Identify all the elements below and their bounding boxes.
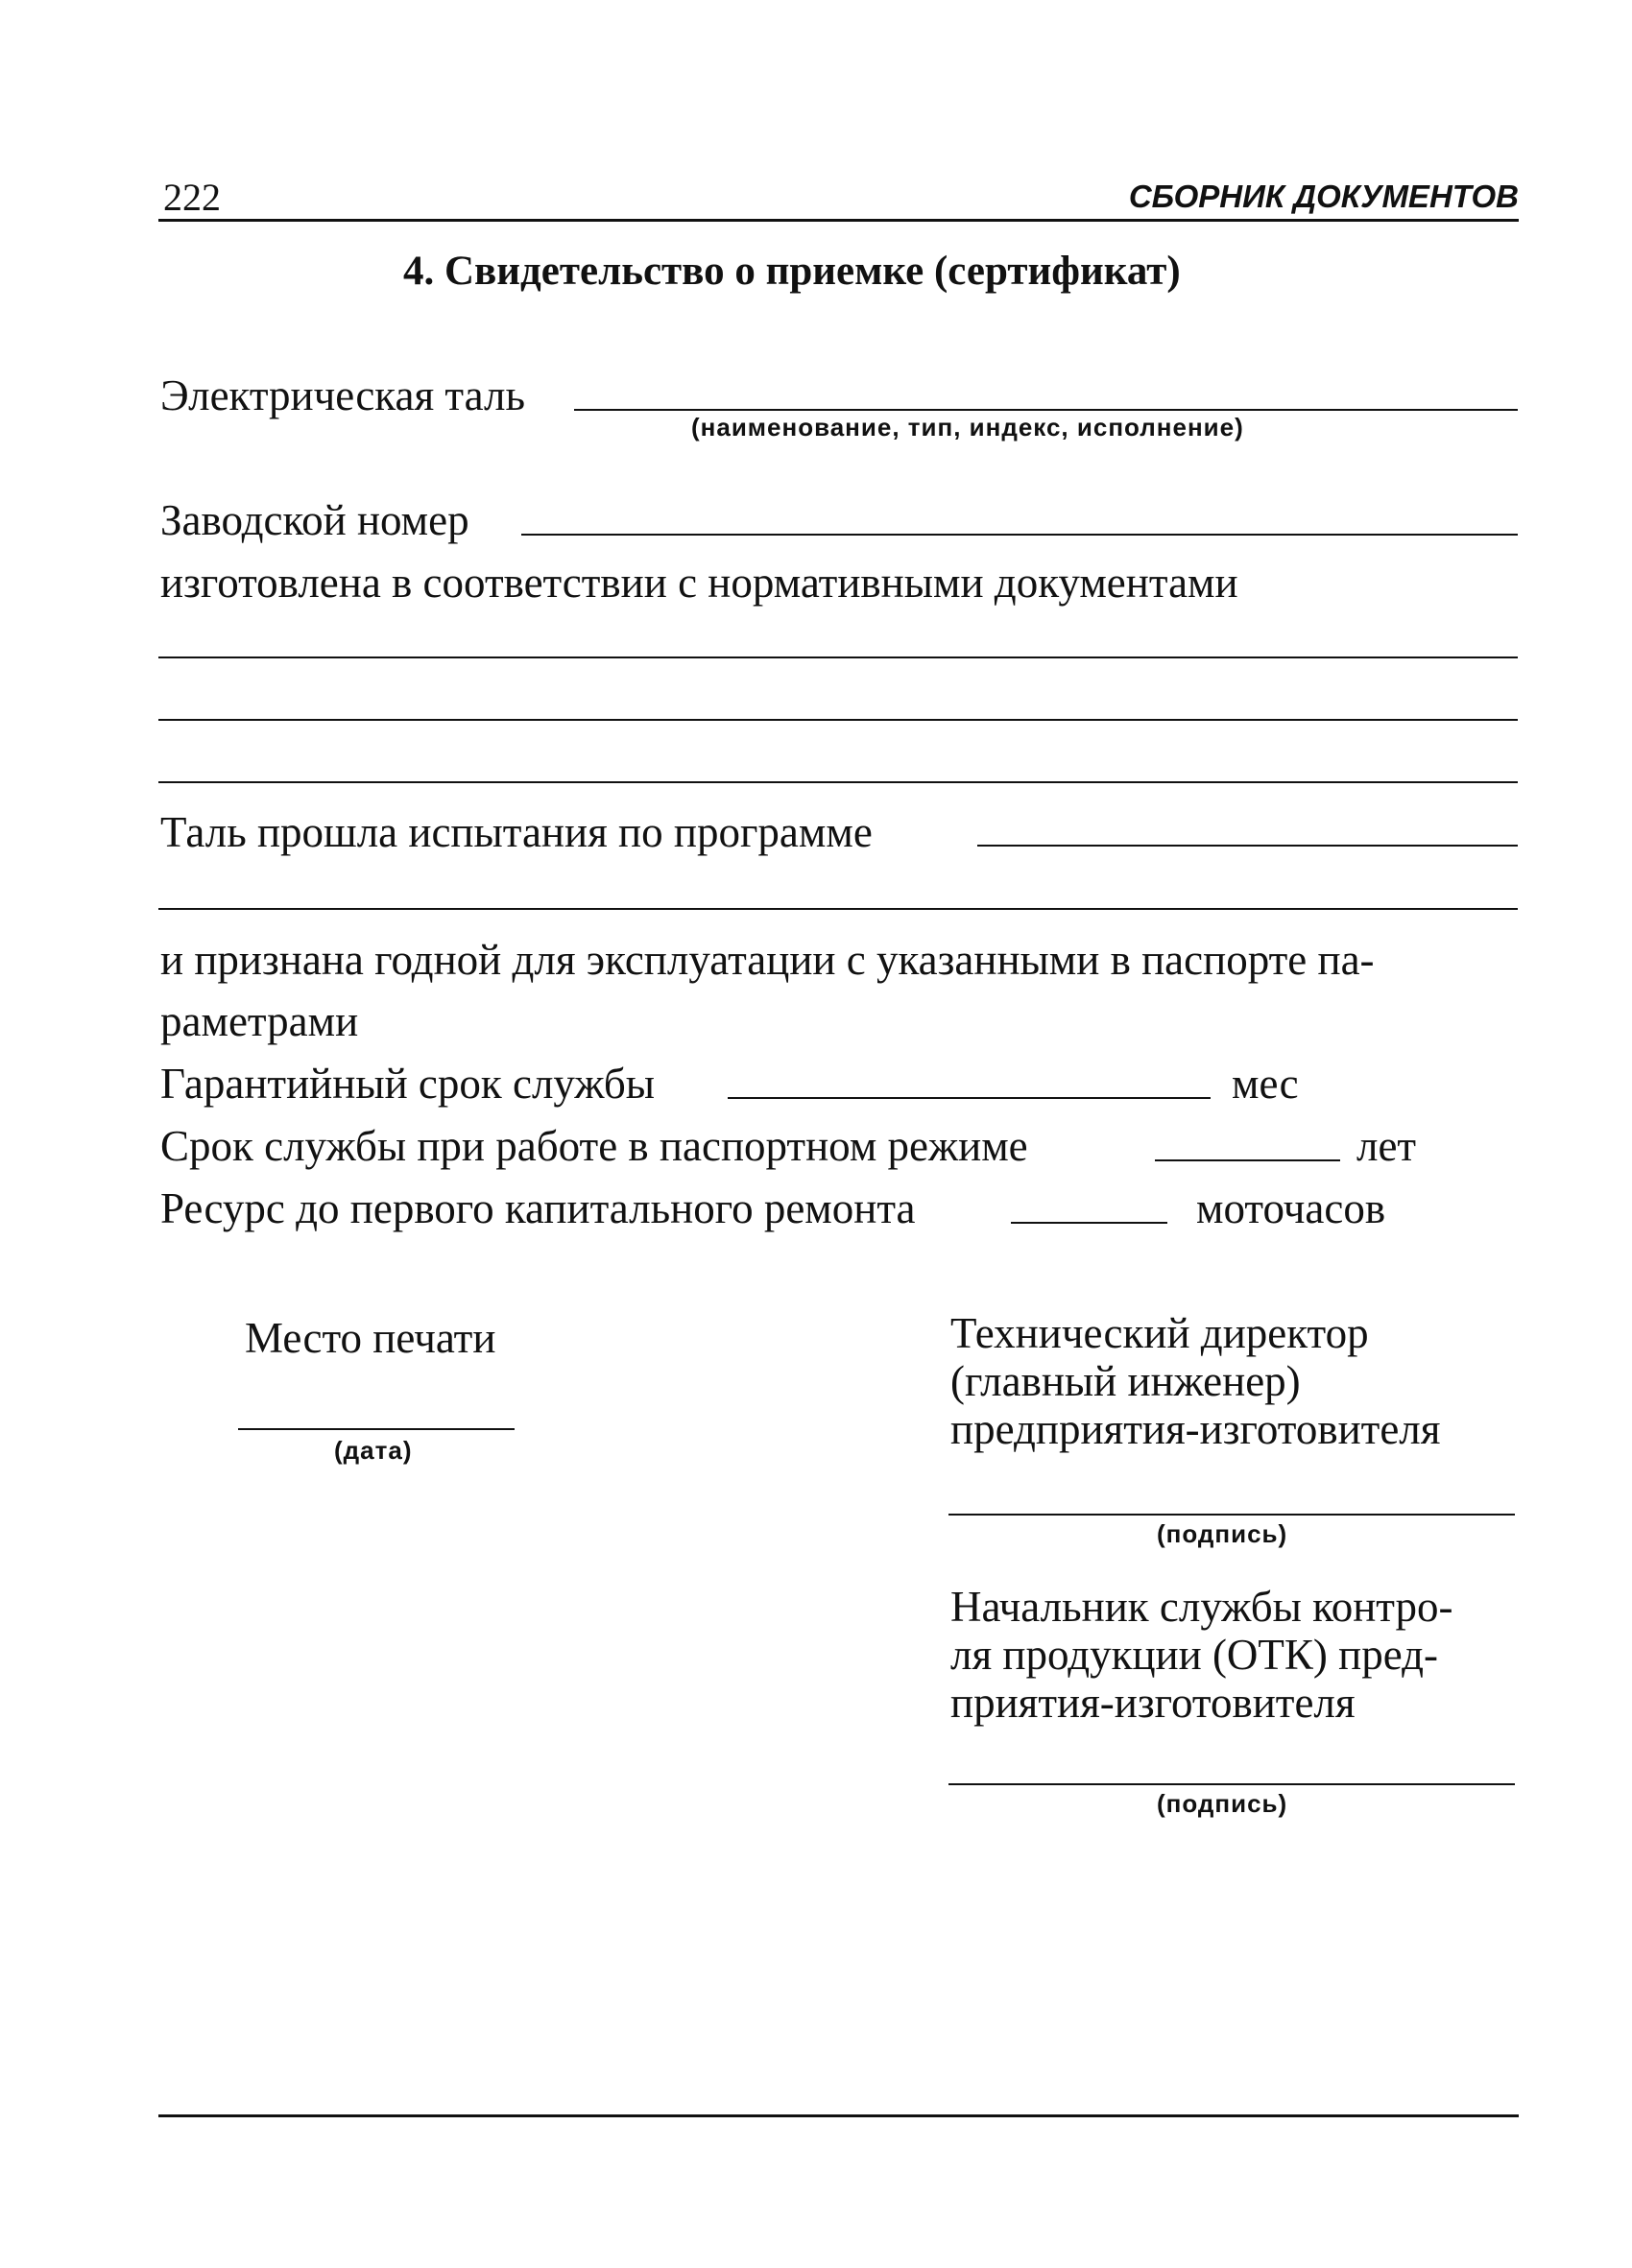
service-life-label: Срок службы при работе в паспортном режиме [160,1122,1028,1170]
warranty-label: Гарантийный срок службы [160,1060,655,1108]
normative-doc-line-3[interactable] [158,781,1518,783]
signature-caption-1: (подпись) [1157,1519,1288,1548]
service-life-unit: лет [1356,1122,1417,1170]
page-title: 4. Свидетельство о приемке (сертификат) [403,249,1181,294]
running-title: СБОРНИК ДОКУМЕНТОВ [1128,179,1519,214]
warranty-field-line[interactable] [728,1097,1211,1099]
qc-head-line-2: ля продукции (ОТК) пред- [950,1631,1439,1679]
date-field-line[interactable] [238,1428,515,1430]
tests-label: Таль прошла испытания по программе [160,808,873,856]
service-life-field-line[interactable] [1155,1159,1340,1161]
resource-label: Ресурс до первого капитального ремонта [160,1184,916,1232]
hoist-label: Электрическая таль [160,371,525,419]
tech-director-signature-line[interactable] [948,1514,1515,1516]
approved-line-1: и признана годной для эксплуатации с указанными в паспорте па- [160,936,1375,984]
normative-doc-line-1[interactable] [158,657,1518,658]
tests-field-line[interactable] [977,845,1518,847]
qc-head-line-3: приятия-изготовителя [950,1679,1356,1727]
date-caption: (дата) [334,1436,413,1465]
header-rule [158,219,1519,222]
manufactured-text: изготовлена в соответствии с нормативными документами [160,559,1238,607]
footer-rule [158,2114,1519,2117]
hoist-caption: (наименование, тип, индекс, исполнение) [691,413,1244,442]
hoist-field-line[interactable] [574,409,1518,411]
tech-director-line-2: (главный инженер) [950,1357,1301,1405]
stamp-label: Место печати [245,1314,496,1362]
normative-doc-line-2[interactable] [158,719,1518,721]
warranty-unit: мес [1232,1060,1299,1108]
tech-director-line-1: Технический директор [950,1309,1369,1357]
tests-field-line-2[interactable] [158,908,1518,910]
signature-caption-2: (подпись) [1157,1789,1288,1818]
serial-field-line[interactable] [521,534,1518,536]
page-number: 222 [163,176,221,219]
qc-head-line-1: Начальник службы контро- [950,1583,1453,1631]
tech-director-line-3: предприятия-изготовителя [950,1405,1441,1453]
resource-field-line[interactable] [1011,1222,1167,1224]
serial-label: Заводской номер [160,496,469,544]
qc-head-signature-line[interactable] [948,1783,1515,1785]
resource-unit: моточасов [1196,1184,1386,1232]
approved-line-2: раметрами [160,997,359,1045]
